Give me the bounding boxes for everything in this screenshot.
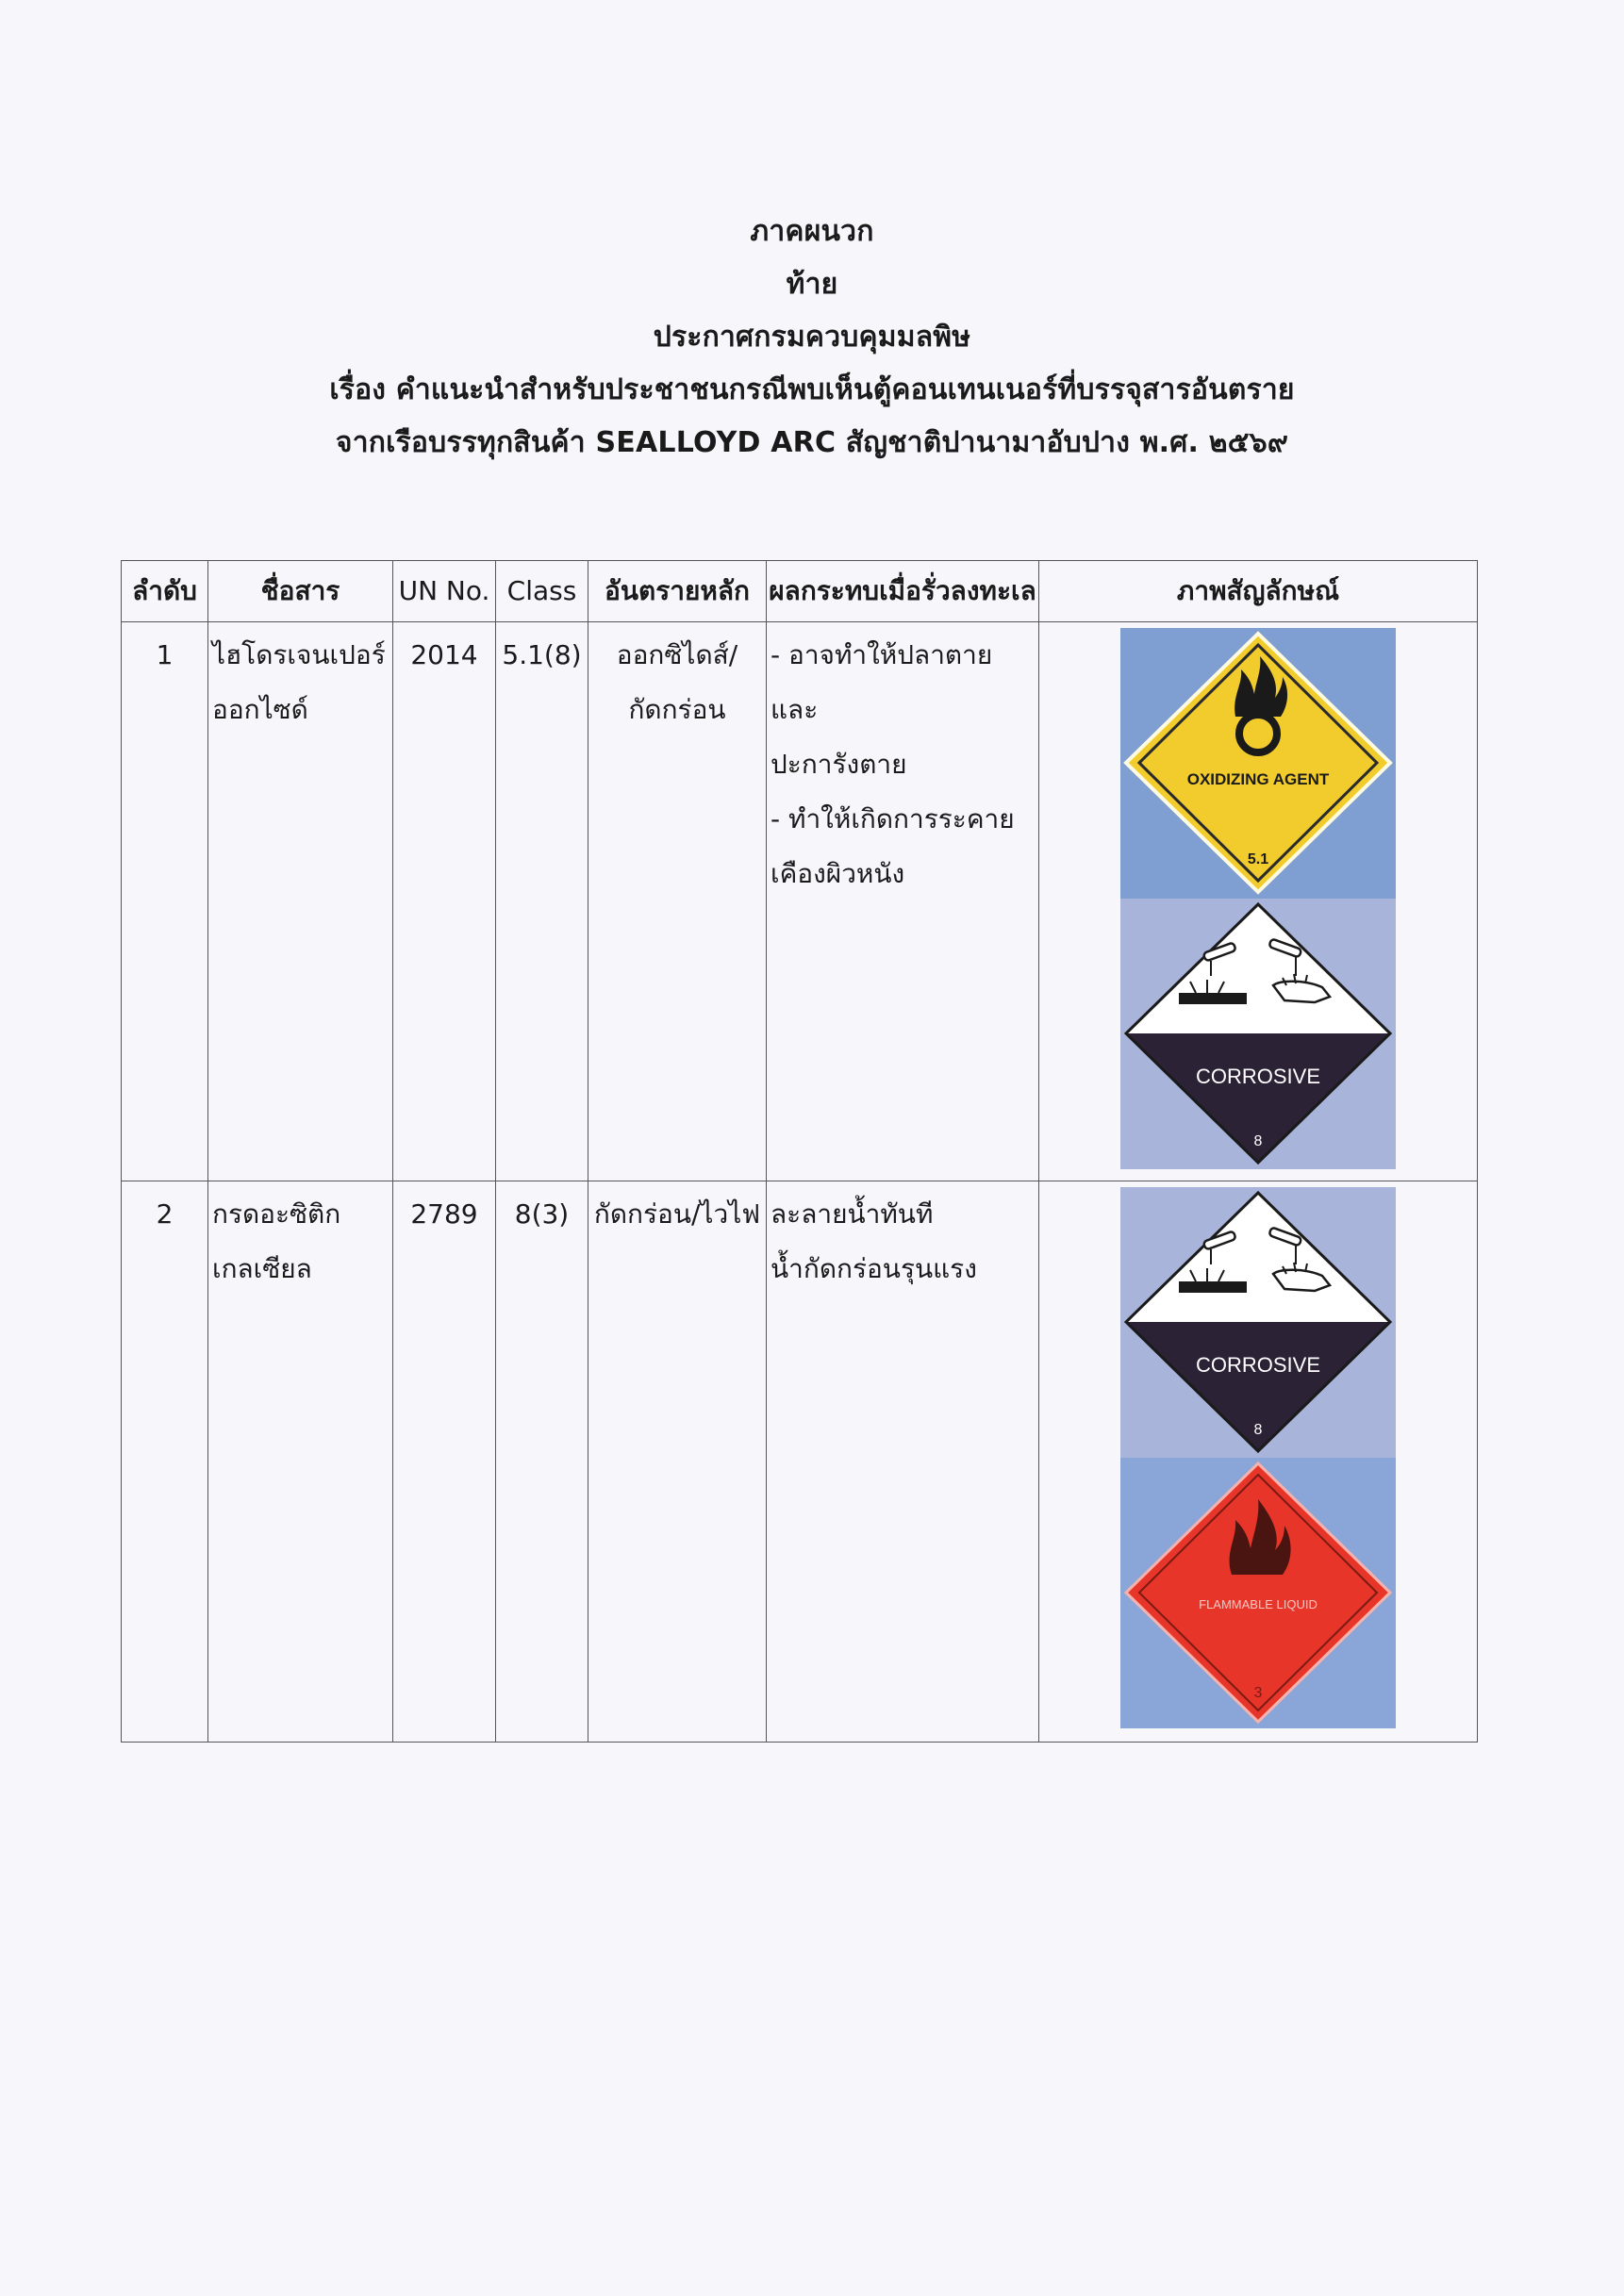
cell-un: 2014	[393, 622, 496, 1181]
header-subject-cont: จากเรือบรรทุกสินค้า SEALLOYD ARC สัญชาติปานามาอับปาง พ.ศ. ๒๕๖๙	[335, 426, 1289, 459]
placard-class-mark: 5.1	[1247, 851, 1269, 867]
cell-hazard	[588, 622, 767, 1181]
placard-label: CORROSIVE	[1195, 1353, 1321, 1377]
corrosive-placard	[1120, 899, 1396, 1169]
table-row	[122, 622, 1478, 1181]
table-row	[122, 1181, 1478, 1743]
col-header-un: UN No.	[393, 561, 496, 622]
placard-class-mark: 8	[1253, 1422, 1263, 1438]
effect-line: ปะการังตาย	[771, 749, 907, 780]
placard-class-mark: 8	[1253, 1133, 1263, 1149]
col-header-name: ชื่อสาร	[208, 561, 393, 622]
col-header-no: ลำดับ	[122, 561, 208, 622]
col-header-effect: ผลกระทบเมื่อรั่วลงทะเล	[767, 561, 1039, 622]
cell-symbols	[1039, 1181, 1478, 1743]
placard-label: CORROSIVE	[1195, 1065, 1321, 1088]
cell-effect	[767, 1181, 1039, 1743]
cell-class: 8(3)	[496, 1181, 588, 1743]
col-header-symbol: ภาพสัญลักษณ์	[1039, 561, 1478, 622]
effect-line: - ทำให้เกิดการระคาย	[771, 803, 1015, 834]
header-subject: เรื่อง คำแนะนำสำหรับประชาชนกรณีพบเห็นตู้คอนเทนเนอร์ที่บรรจุสารอันตราย	[329, 373, 1295, 406]
cell-un: 2789	[393, 1181, 496, 1743]
corrosive-placard	[1120, 1187, 1396, 1458]
placard-label: OXIDIZING AGENT	[1186, 770, 1330, 788]
col-header-class: Class	[496, 561, 588, 622]
oxidizing-agent-placard	[1120, 628, 1396, 899]
name-line: ไฮโดรเจนเปอร์	[212, 639, 386, 670]
name-line: ออกไซด์	[212, 694, 308, 725]
hazard-table	[121, 560, 1478, 1743]
cell-no: 2	[122, 1181, 208, 1743]
hazard-line: กัดกร่อน	[628, 694, 726, 725]
hazard-line: ออกซิไดส์/	[616, 639, 738, 670]
hazard-line: กัดกร่อน/ไวไฟ	[593, 1198, 761, 1230]
document-header	[0, 206, 1624, 470]
name-line: เกลเซียล	[212, 1253, 312, 1284]
cell-class: 5.1(8)	[496, 622, 588, 1181]
effect-line: เคืองผิวหนัง	[771, 858, 905, 889]
cell-effect	[767, 622, 1039, 1181]
cell-name	[208, 622, 393, 1181]
flammable-liquid-placard	[1120, 1458, 1396, 1728]
table-header-row	[122, 561, 1478, 622]
col-header-hazard: อันตรายหลัก	[588, 561, 767, 622]
cell-name	[208, 1181, 393, 1743]
placard-class-mark: 3	[1253, 1685, 1263, 1701]
header-agency: ประกาศกรมควบคุมมลพิษ	[653, 321, 971, 354]
cell-no: 1	[122, 622, 208, 1181]
header-attached: ท้าย	[786, 268, 838, 301]
name-line: กรดอะซิติก	[212, 1198, 341, 1230]
effect-line: ละลายน้ำทันที	[771, 1198, 934, 1230]
effect-line: - อาจทำให้ปลาตาย และ	[771, 639, 993, 725]
cell-symbols	[1039, 622, 1478, 1181]
effect-line: น้ำกัดกร่อนรุนแรง	[771, 1253, 977, 1284]
header-annex: ภาคผนวก	[750, 215, 874, 248]
placard-label: FLAMMABLE LIQUID	[1199, 1597, 1317, 1611]
cell-hazard	[588, 1181, 767, 1743]
